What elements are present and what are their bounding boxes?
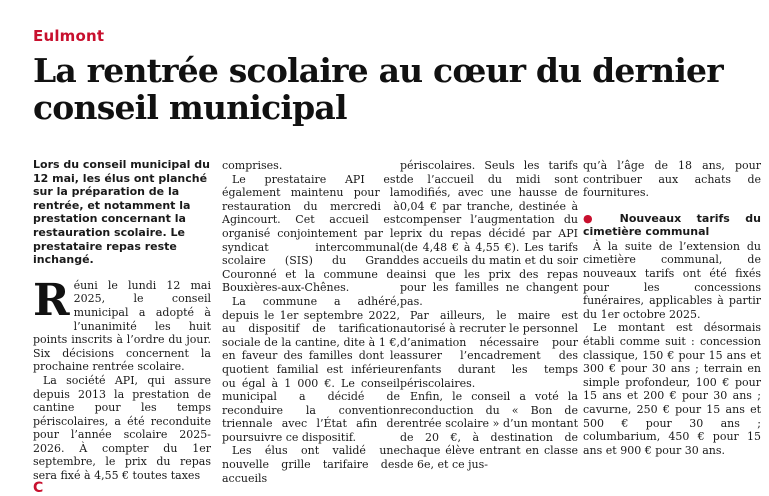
article-headline: La rentrée scolaire au cœur du dernier conseil municipal (33, 51, 723, 127)
paragraph: Le prestataire API est également maintenu pour la restauration du mercredi à Agincourt. Cet accueil est organisé conjointement par le syndicat intercommunal scolaire (SIS) du Grand Couronné et la commune de Bouxières-aux-Chênes. (222, 172, 400, 295)
paragraph: comprises. (222, 159, 283, 172)
article-column-2 (222, 159, 400, 485)
article-column-3 (400, 159, 578, 472)
bullet-icon: ● (583, 211, 605, 225)
paragraph: qu’à l’âge de 18 ans, pour contribuer aux achats de fournitures. (583, 159, 761, 200)
article-column-1 (33, 158, 211, 483)
subheading-text: Nouveaux tarifs du cimetière communal (583, 211, 761, 238)
paragraph: périscolaires. Seuls les tarifs de l’accueil du midi sont modifiés, avec une hausse de 0,04 € par tranche, destinée à compenser l’augmentation du prix du repas décidé par API (de 4,48 € à 4,55 €). Les tarifs des accueils du matin et du soir ainsi que les prix des repas pour les familles ne changent pas. (400, 159, 578, 308)
top-cropped-text (0, 0, 769, 6)
paragraph: À la suite de l’extension du cimetière communal, de nouveaux tarifs ont été fixés pour les concessions funéraires, applicables à partir du 1er octobre 2025. (583, 239, 761, 321)
next-article-fragment: C (33, 480, 44, 496)
first-paragraph (33, 274, 211, 374)
first-paragraph-text: éuni le lundi 12 mai 2025, le conseil municipal a adopté à l’unanimité les huit points inscrits à l’ordre du jour. Six décisions concernent la prochaine rentrée scolaire. (33, 278, 211, 374)
article-lead: Lors du conseil municipal du 12 mai, les élus ont planché sur la préparation de la rentrée, et notamment la prestation concernant la restauration scolaire. Le prestataire repas reste inchangé. (33, 158, 210, 267)
paragraph: Le montant est désormais établi comme suit : concession classique, 150 € pour 15 ans et 300 € pour 30 ans ; terrain en simple profondeur, 100 € pour 15 ans et 200 € pour 30 ans ; cavurne, 250 € pour 15 ans et 500 € pour 30 ans ; columbarium, 450 € pour 15 ans et 900 € pour 30 ans. (583, 321, 761, 457)
paragraph: La société API, qui assure depuis 2013 la prestation de cantine pour les temps périscolaires, a été reconduite pour l’année scolaire 2025-2026. À compter du 1er septembre, le prix du repas sera fixé à 4,55 € toutes taxes (33, 373, 211, 483)
paragraph: Par ailleurs, le maire est autorisé à recruter le personnel d’animation nécessaire pour assurer l’encadrement des enfants durant les temps périscolaires. (400, 308, 578, 390)
section-subheading (583, 212, 761, 238)
paragraph: Enfin, le conseil a voté la reconduction du « Bon de rentrée scolaire » d’un montant de 20 €, à destination de chaque élève entrant en classe de 6e, et ce jus- (400, 390, 578, 472)
paragraph: La commune a adhéré, depuis le 1er septembre 2022, au dispositif de tarification sociale de la cantine, dite à 1 €, en faveur des familles dont le quotient familial est inférieur ou égal à 1 000 €. Le conseil municipal a décidé de reconduire la convention triennale avec l’État afin de poursuivre ce dispositif. (222, 294, 400, 444)
drop-cap: R (33, 274, 70, 326)
article-column-4 (583, 159, 761, 457)
section-kicker: Eulmont (33, 27, 105, 45)
paragraph: Les élus ont validé une nouvelle grille tarifaire des accueils (222, 444, 400, 485)
